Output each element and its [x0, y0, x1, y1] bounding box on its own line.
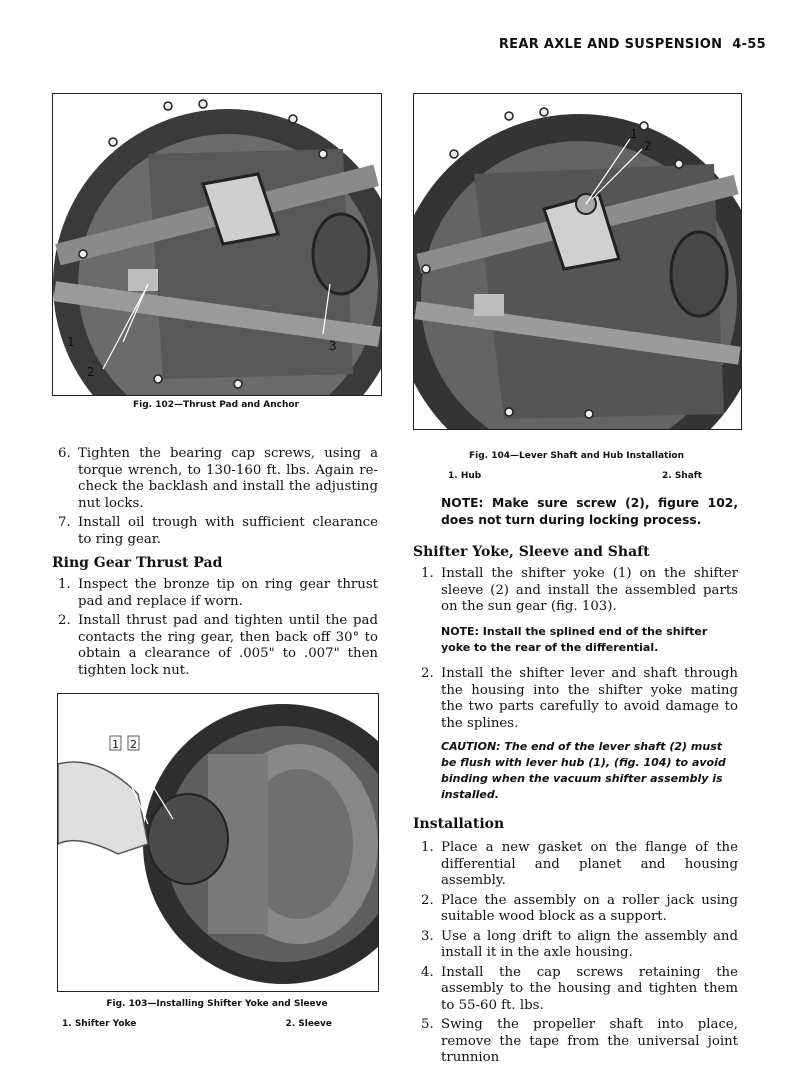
list-item [415, 893, 738, 926]
step-text: Swing the propeller shaft into place, remove the tape from the universal joint trunnion [441, 1017, 738, 1065]
step-text: Install the shifter yoke (1) on the shifter sleeve (2) and install the assembled parts on the sun gear (fig. 103). [441, 566, 738, 614]
page-number: 4-55 [732, 37, 766, 52]
list-item [52, 515, 378, 548]
fig-104-illustration [414, 94, 741, 429]
fig-104-legend [448, 471, 702, 481]
step-text: Install the cap screws retaining the assembly to the housing and tighten them to 55-60 ft. lbs. [441, 964, 738, 1013]
list-item [415, 666, 738, 732]
step-text: Use a long drift to align the assembly and install it in the axle housing. [441, 928, 738, 960]
fig-104-caption: Fig. 104—Lever Shaft and Hub Installation [469, 451, 684, 461]
installation-steps-list [415, 840, 738, 1070]
step-text: Install oil trough with sufficient clearance to ring gear. [78, 515, 378, 547]
legend-item-shifter-yoke: 1. Shifter Yoke [62, 1019, 137, 1029]
fig-103-illustration [58, 694, 378, 991]
step-number: 1. [58, 577, 71, 592]
step-number: 2. [421, 892, 434, 908]
list-item [52, 613, 378, 679]
fig-103-callout-2: 2 [130, 738, 137, 751]
legend-item-shaft: 2. Shaft [662, 471, 702, 481]
installation-heading: Installation [413, 816, 505, 832]
fig-103-photo [57, 693, 379, 992]
fig-102-callout-1: 1 [67, 335, 75, 349]
caution-lever-shaft: CAUTION: The end of the lever shaft (2) must be flush with lever hub (1), (fig. 104) to avoid binding when the vacuum shifter assembly is installed. [441, 740, 726, 801]
fig-102-callout-3: 3 [329, 339, 337, 353]
list-item [415, 1017, 738, 1067]
legend-item-sleeve: 2. Sleeve [285, 1019, 332, 1029]
note-screw: NOTE: Make sure screw (2), figure 102, does not turn during locking process. [441, 496, 738, 527]
fig-102-callout-2: 2 [87, 365, 95, 379]
shifter-step-1 [415, 566, 738, 619]
step-text: Place a new gasket on the flange of the differential and planet and housing assembly. [441, 840, 738, 888]
page-header [499, 37, 766, 52]
list-item [415, 965, 738, 1015]
shifter-heading: Shifter Yoke, Sleeve and Shaft [413, 544, 650, 560]
step-text: Tighten the bearing cap screws, using a torque wrench, to 130-160 ft. lbs. Again re-check the backlash and install the adjusting nut locks. [78, 446, 378, 511]
fig-104-callout-1: 1 [630, 127, 638, 141]
step-text: Inspect the bronze tip on ring gear thrust pad and replace if worn. [78, 577, 378, 609]
step-number: 3. [421, 928, 434, 944]
section-title: REAR AXLE AND SUSPENSION [498, 37, 723, 52]
list-item [415, 929, 738, 962]
fig-103-callout-1: 1 [112, 738, 119, 751]
note-splined-end: NOTE: Install the splined end of the shifter yoke to the rear of the differential. [441, 625, 708, 654]
fig-103-legend [62, 1019, 332, 1029]
list-item [415, 840, 738, 890]
step-number: 6. [58, 446, 71, 461]
list-item [52, 577, 378, 610]
step-number: 4. [421, 964, 434, 980]
step-text: Install thrust pad and tighten until the pad contacts the ring gear, then back off 30° to obtain a clearance of .005" to .007" then tighten lock nut. [78, 613, 378, 678]
step-text: Place the assembly on a roller jack using suitable wood block as a support. [441, 892, 738, 924]
left-steps-list [52, 446, 378, 551]
ring-gear-heading: Ring Gear Thrust Pad [52, 555, 223, 571]
step-number: 2. [421, 666, 434, 681]
fig-102-caption: Fig. 102—Thrust Pad and Anchor [133, 400, 299, 410]
step-text: Install the shifter lever and shaft through the housing into the shifter yoke mating the two parts carefully to avoid damage to the splines. [441, 666, 738, 731]
fig-103-caption: Fig. 103—Installing Shifter Yoke and Sleeve [106, 999, 328, 1009]
step-number: 2. [58, 613, 71, 628]
step-number: 1. [421, 566, 434, 581]
step-number: 1. [421, 840, 434, 855]
step-number: 5. [421, 1017, 434, 1032]
step-number: 7. [58, 515, 71, 530]
fig-104-callout-2: 2 [644, 139, 652, 153]
fig-104-photo [413, 93, 742, 430]
ring-gear-steps-list [52, 577, 378, 682]
legend-item-hub: 1. Hub [448, 471, 482, 481]
list-item [415, 566, 738, 616]
fig-102-photo [52, 93, 382, 396]
fig-102-illustration [53, 94, 381, 395]
list-item [52, 446, 378, 512]
shifter-step-2 [415, 666, 738, 735]
